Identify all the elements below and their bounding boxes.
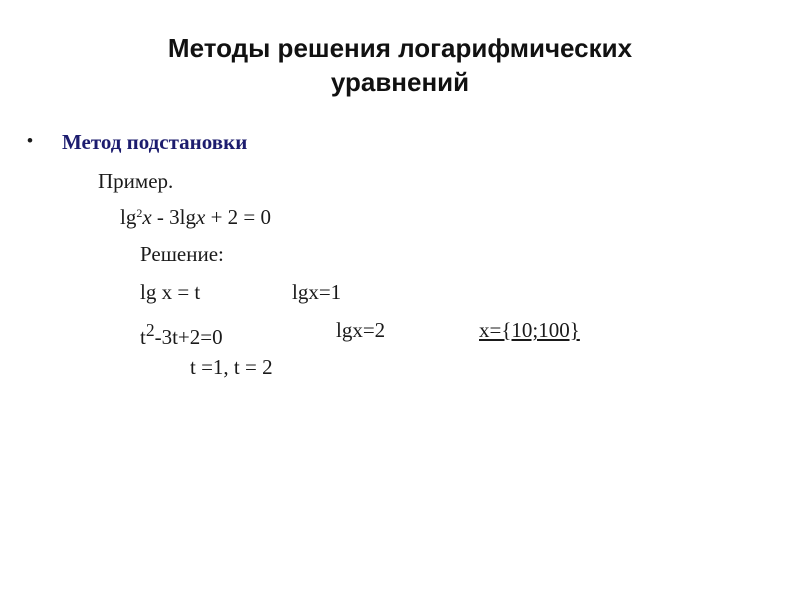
equation-exponent: 2 bbox=[136, 206, 143, 220]
result-lgx-1: lgx=1 bbox=[292, 280, 342, 304]
equation-lg: lg bbox=[120, 205, 137, 229]
equation-variable: x bbox=[142, 205, 152, 229]
slide-title bbox=[0, 31, 800, 99]
quadratic-t: t bbox=[140, 325, 146, 349]
slide-title-line-1: Методы решения логарифмических bbox=[167, 33, 633, 63]
equation-middle: - 3lg bbox=[151, 205, 196, 229]
equation-end: + 2 = 0 bbox=[205, 205, 272, 229]
solution-label: Решение: bbox=[140, 242, 224, 266]
example-label: Пример. bbox=[98, 169, 174, 193]
bullet-marker: • bbox=[27, 131, 33, 150]
final-answer: x={10;100} bbox=[479, 318, 580, 342]
quadratic-equation bbox=[140, 317, 223, 350]
quadratic-rest: -3t+2=0 bbox=[154, 325, 223, 349]
substitution: lg x = t bbox=[140, 280, 201, 304]
roots: t =1, t = 2 bbox=[190, 355, 273, 379]
equation-variable-2: x bbox=[196, 205, 206, 229]
method-heading: Метод подстановки bbox=[62, 130, 248, 154]
equation bbox=[120, 204, 271, 230]
quadratic-exponent: 2 bbox=[145, 320, 155, 340]
result-lgx-2: lgx=2 bbox=[336, 318, 386, 342]
slide-title-line-2: уравнений bbox=[330, 67, 470, 97]
